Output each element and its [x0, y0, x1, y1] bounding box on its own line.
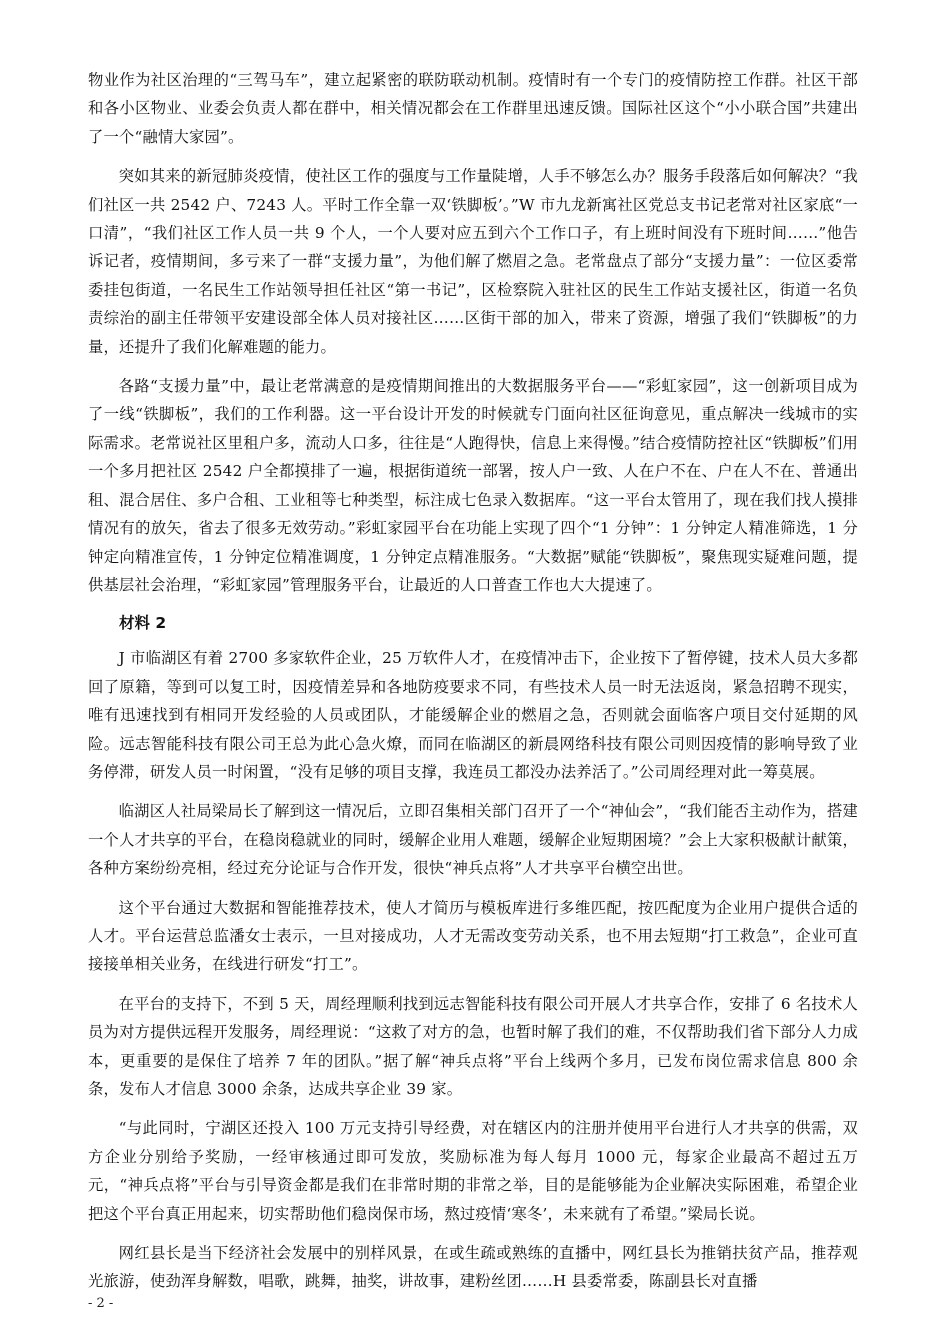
- paragraph-1: 物业作为社区治理的“三驾马车”，建立起紧密的联防联动机制。疫情时有一个专门的疫情防控工作群。社区干部和各小区物业、业委会负责人都在群中，相关情况都会在工作群里迅速反馈。国际社区这个“小小联合国”共建出了一个“融情大家园”。: [88, 71, 858, 146]
- document-page: [88, 66, 858, 1307]
- paragraph-7: 在平台的支持下，不到 5 天，周经理顺利找到远志智能科技有限公司开展人才共享合作，安排了 6 名技术人员为对方提供远程开发服务，周经理说：“这救了对方的急，也暂时解了我们的难，不仅帮助我们省下部分人力成本，更重要的是保住了培养 7 年的团队。”据了解“神兵点将”平台上线两个多月，已发布岗位需求信息 800 余条，发布人才信息 3000 余条，达成共享企业 39 家。: [88, 994, 858, 1098]
- paragraph-5: 临湖区人社局梁局长了解到这一情况后，立即召集相关部门召开了一个“神仙会”，“我们能否主动作为，搭建一个人才共享的平台，在稳岗稳就业的同时，缓解企业用人难题，缓解企业短期困境？”会上大家积极献计献策，各种方案纷纷亮相，经过充分论证与合作开发，很快“神兵点将”人才共享平台横空出世。: [88, 802, 858, 878]
- paragraph-6: 这个平台通过大数据和智能推荐技术，使人才简历与模板库进行多维匹配，按匹配度为企业用户提供合适的人才。平台运营总监潘女士表示，一旦对接成功，人才无需改变劳动关系，也不用去短期“打工救急”，企业可直接接单相关业务，在线进行研发“打工”。: [88, 898, 858, 974]
- page-number: - 2 -: [88, 1296, 114, 1311]
- paragraph-3: 各路“支援力量”中，最让老常满意的是疫情期间推出的大数据服务平台——“彩虹家园”，这一创新项目成为了一线“铁脚板”，我们的工作利器。这一平台设计开发的时候就专门面向社区征询意见，重点解决一线城市的实际需求。老常说社区里租户多，流动人口多，往往是“人跑得快，信息上来得慢。”结合疫情防控社区“铁脚板”们用一个多月把社区 2542 户全都摸排了一遍，根据街道统一部署，按人户一致、人在户不在、户在人不在、普通出租、混合居住、多户合租、工业租等七种类型，标注成七色录入数据库。“这一平台太管用了，现在我们找人摸排情况有的放矢，省去了很多无效劳动。”彩虹家园平台在功能上实现了四个“1 分钟”：1 分钟定人精准筛选，1 分钟定向精准宣传，1 分钟定位精准调度，1 分钟定点精准服务。“大数据”赋能“铁脚板”，聚焦现实疑难问题，提供基层社会治理，“彩虹家园”管理服务平台，让最近的人口普查工作也大大提速了。: [88, 377, 858, 594]
- paragraph-4: J 市临湖区有着 2700 多家软件企业，25 万软件人才，在疫情冲击下，企业按下了暂停键，技术人员大多都回了原籍，等到可以复工时，因疫情差异和各地防疫要求不同，有些技术人员一时无法返岗，紧急招聘不现实，唯有迅速找到有相同开发经验的人员或团队，才能缓解企业的燃眉之急，否则就会面临客户项目交付延期的风险。远志智能科技有限公司王总为此心急火燎，而同在临湖区的新晨网络科技有限公司则因疫情的影响导致了业务停滞，研发人员一时闲置，“没有足够的项目支撑，我连员工都没办法养活了。”公司周经理对此一筹莫展。: [88, 649, 858, 781]
- paragraph-8: “与此同时，宁湖区还投入 100 万元支持引导经费，对在辖区内的注册并使用平台进行人才共享的供需，双方企业分别给予奖励，一经审核通过即可发放，奖励标准为每人每月 1000 元，每家企业最高不超过五万元，“神兵点将”平台与引导资金都是我们在非常时期的非常之举，目的是能够能为企业解决实际困难，希望企业把这个平台真正用起来，切实帮助他们稳岗保市场，熬过疫情‘寒冬’，未来就有了希望。”梁局长说。: [88, 1119, 858, 1223]
- section-heading: 材料 2: [119, 614, 167, 633]
- paragraph-2: 突如其来的新冠肺炎疫情，使社区工作的强度与工作量陡增，人手不够怎么办？服务手段落后如何解决？“我们社区一共 2542 户、7243 人。平时工作全靠一双‘铁脚板’。”W 市九龙新寓社区党总支书记老常对社区家底“一口清”，“我们社区工作人员一共 9 个人，一个人要对应五到六个工作口子，有上班时间没有下班时间……”他告诉记者，疫情期间，多亏来了一群“支援力量”，为他们解了燃眉之急。老常盘点了部分“支援力量”：一位区委常委挂包街道，一名民生工作站领导担任社区“第一书记”，区检察院入驻社区的民生工作站支援社区，街道一名负责综治的副主任带领平安建设部全体人员对接社区……区街干部的加入，带来了资源，增强了我们“铁脚板”的力量，还提升了我们化解难题的能力。: [88, 167, 858, 356]
- paragraph-9: 网红县长是当下经济社会发展中的别样风景，在或生疏或熟练的直播中，网红县长为推销扶贫产品，推荐观光旅游，使劲浑身解数，唱歌，跳舞，抽奖，讲故事，建粉丝团……H 县委常委，陈副县长对直播: [88, 1244, 858, 1291]
